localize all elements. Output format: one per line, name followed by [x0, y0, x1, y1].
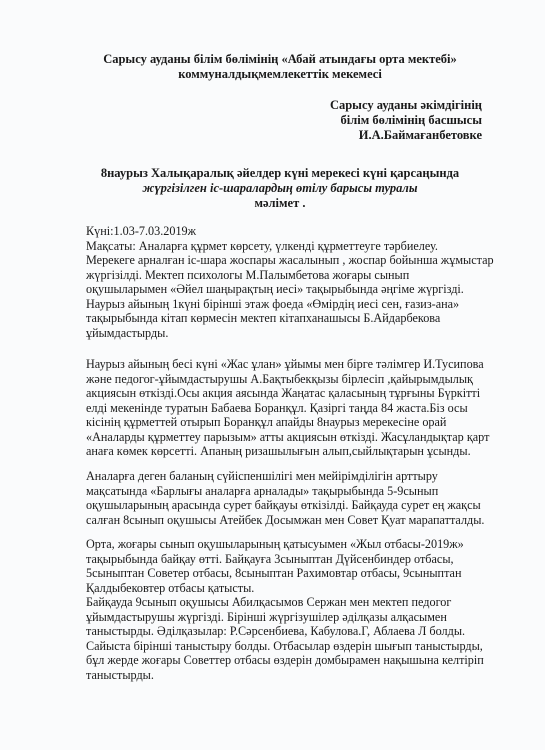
paragraph-line: анаға көмек көрсетті. Апаның ризашылығын алып,сыйлықтарын ұсынды. — [86, 444, 471, 458]
paragraph-line: таныстырды. Әділқазылар: Р.Сәрсенбиева, Кабулова.Г, Аблаева Л болды. — [86, 624, 466, 638]
paragraph-line: Мерекеге арналған іс-шара жоспары жасалынып , жоспар бойынша жұмыстар — [86, 253, 494, 267]
heading-line-1: 8наурыз Халықаралық әйелдер күні мерекесі күні қарсаңында — [100, 166, 460, 180]
paragraph-line: салған 8сынып оқушысы Атейбек Досымжан мен Совет Қуат марапатталды. — [86, 512, 485, 527]
paragraph-3 — [86, 469, 506, 527]
paragraph-line: және педогог-ұйымдастырушы А.Бақтыбекқызы бірлесіп ,қайырымдылық — [86, 371, 473, 386]
paragraph-line: жүргізілді. Мектеп психологы М.Палымбетова жоғары сынып — [86, 267, 410, 282]
paragraph-line: елді мекенінде туратын Бабаева Боранқұл. Қазіргі таңда 84 жаста.Біз осы — [86, 400, 468, 415]
organization-line-2: коммуналдықмемлекеттік мекемесі — [178, 67, 382, 81]
paragraph-line: тақырыбында байқау өтті. Байқауға 3сыныптан Дүйсенбиндер отбасы, — [86, 551, 454, 566]
paragraph-line: Аналарға деген баланың сүйіспеншілігі мен мейірімділігін арттыру — [86, 469, 438, 483]
recipient-line-3: И.А.Баймағанбетовке — [358, 128, 482, 142]
paragraph-line: Сайыста бірінші таныстыру болды. Отбасылар өздерін шығып таныстырды, — [86, 638, 483, 653]
paragraph-line: таныстырды. — [86, 667, 154, 682]
paragraph-line: бұл жерде жоғары Советтер отбасы өздерін домбырамен нақышына келтіріп — [86, 653, 484, 667]
paragraph-line: кісінің құрметтей отырып Боранқұл апайды 8наурыз мерекесіне орай — [86, 415, 447, 429]
paragraph-line: Байқауда 9сынып оқушысы Абилқасымов Сержан мен мектеп педогог — [86, 595, 452, 609]
paragraph-4 — [86, 537, 506, 682]
recipient-line-2: білім бөлімінің басшысы — [340, 113, 482, 127]
paragraph-line: «Аналарды құрметтеу парызым» атты акциясын өткізді. Жасұландықтар қарт — [86, 429, 490, 444]
paragraph-line: оқушыларының арасында сурет байқауы өткізілді. Байқауда сурет ең жақсы — [86, 498, 481, 512]
paragraph-2 — [86, 357, 506, 459]
organization-line-1: Сарысу ауданы білім бөлімінің «Абай атындағы орта мектебі» — [103, 52, 457, 66]
paragraph-line: Қалдыбековтер отбасы қатысты. — [86, 580, 255, 595]
heading-line-2: жүргізілген іс-шаралардың өтілу барысы туралы — [142, 181, 418, 195]
document-heading — [70, 166, 490, 211]
paragraph-line: мақсатында «Барлығы аналарға арналады» тақырыбында 5-9сынып — [86, 483, 439, 498]
heading-line-3: мәлімет . — [254, 196, 306, 210]
paragraph-line: акциясын өткізді.Осы акция аясында Жаңатас қаласының тұрғыны Бүркітті — [86, 386, 481, 400]
paragraph-line: Мақсаты: Аналарға құрмет көрсету, үлкенді құрметтеуге тәрбиелеу. — [86, 238, 438, 253]
paragraph-line: 5сыныптан Советер отбасы, 8сыныптан Рахимовтар отбасы, 9сыныптан — [86, 566, 462, 580]
paragraph-1 — [86, 224, 506, 340]
paragraph-line: Орта, жоғары сынып оқушыларының қатысуымен «Жыл отбасы-2019ж» — [86, 537, 464, 551]
paragraph-line: оқушыларымен «Әйел шаңырақтың иесі» тақырыбында әңгіме жүргізді. — [86, 282, 464, 296]
organization-header — [60, 52, 500, 82]
paragraph-line: тақырыбында кітап көрмесін мектеп кітапханашысы Б.Айдарбекова — [86, 311, 441, 325]
paragraph-line: Наурыз айының бесі күні «Жас ұлан» ұйымы мен бірге тәлімгер И.Тусипова — [86, 357, 484, 371]
paragraph-line: Күні:1.03-7.03.2019ж — [86, 224, 197, 238]
recipient-block — [242, 98, 482, 143]
recipient-line-1: Сарысу ауданы әкімдігінің — [329, 98, 482, 112]
paragraph-line: Наурыз айының 1күні бірінші этаж фоеда «Өмірдің иесі сен, ғазиз-ана» — [86, 296, 460, 311]
paragraph-line: ұйымдастырды. — [86, 325, 169, 340]
paragraph-line: ұйымдастырушы жүргізді. Бірінші жүргізушілер әділқазы алқасымен — [86, 609, 447, 624]
